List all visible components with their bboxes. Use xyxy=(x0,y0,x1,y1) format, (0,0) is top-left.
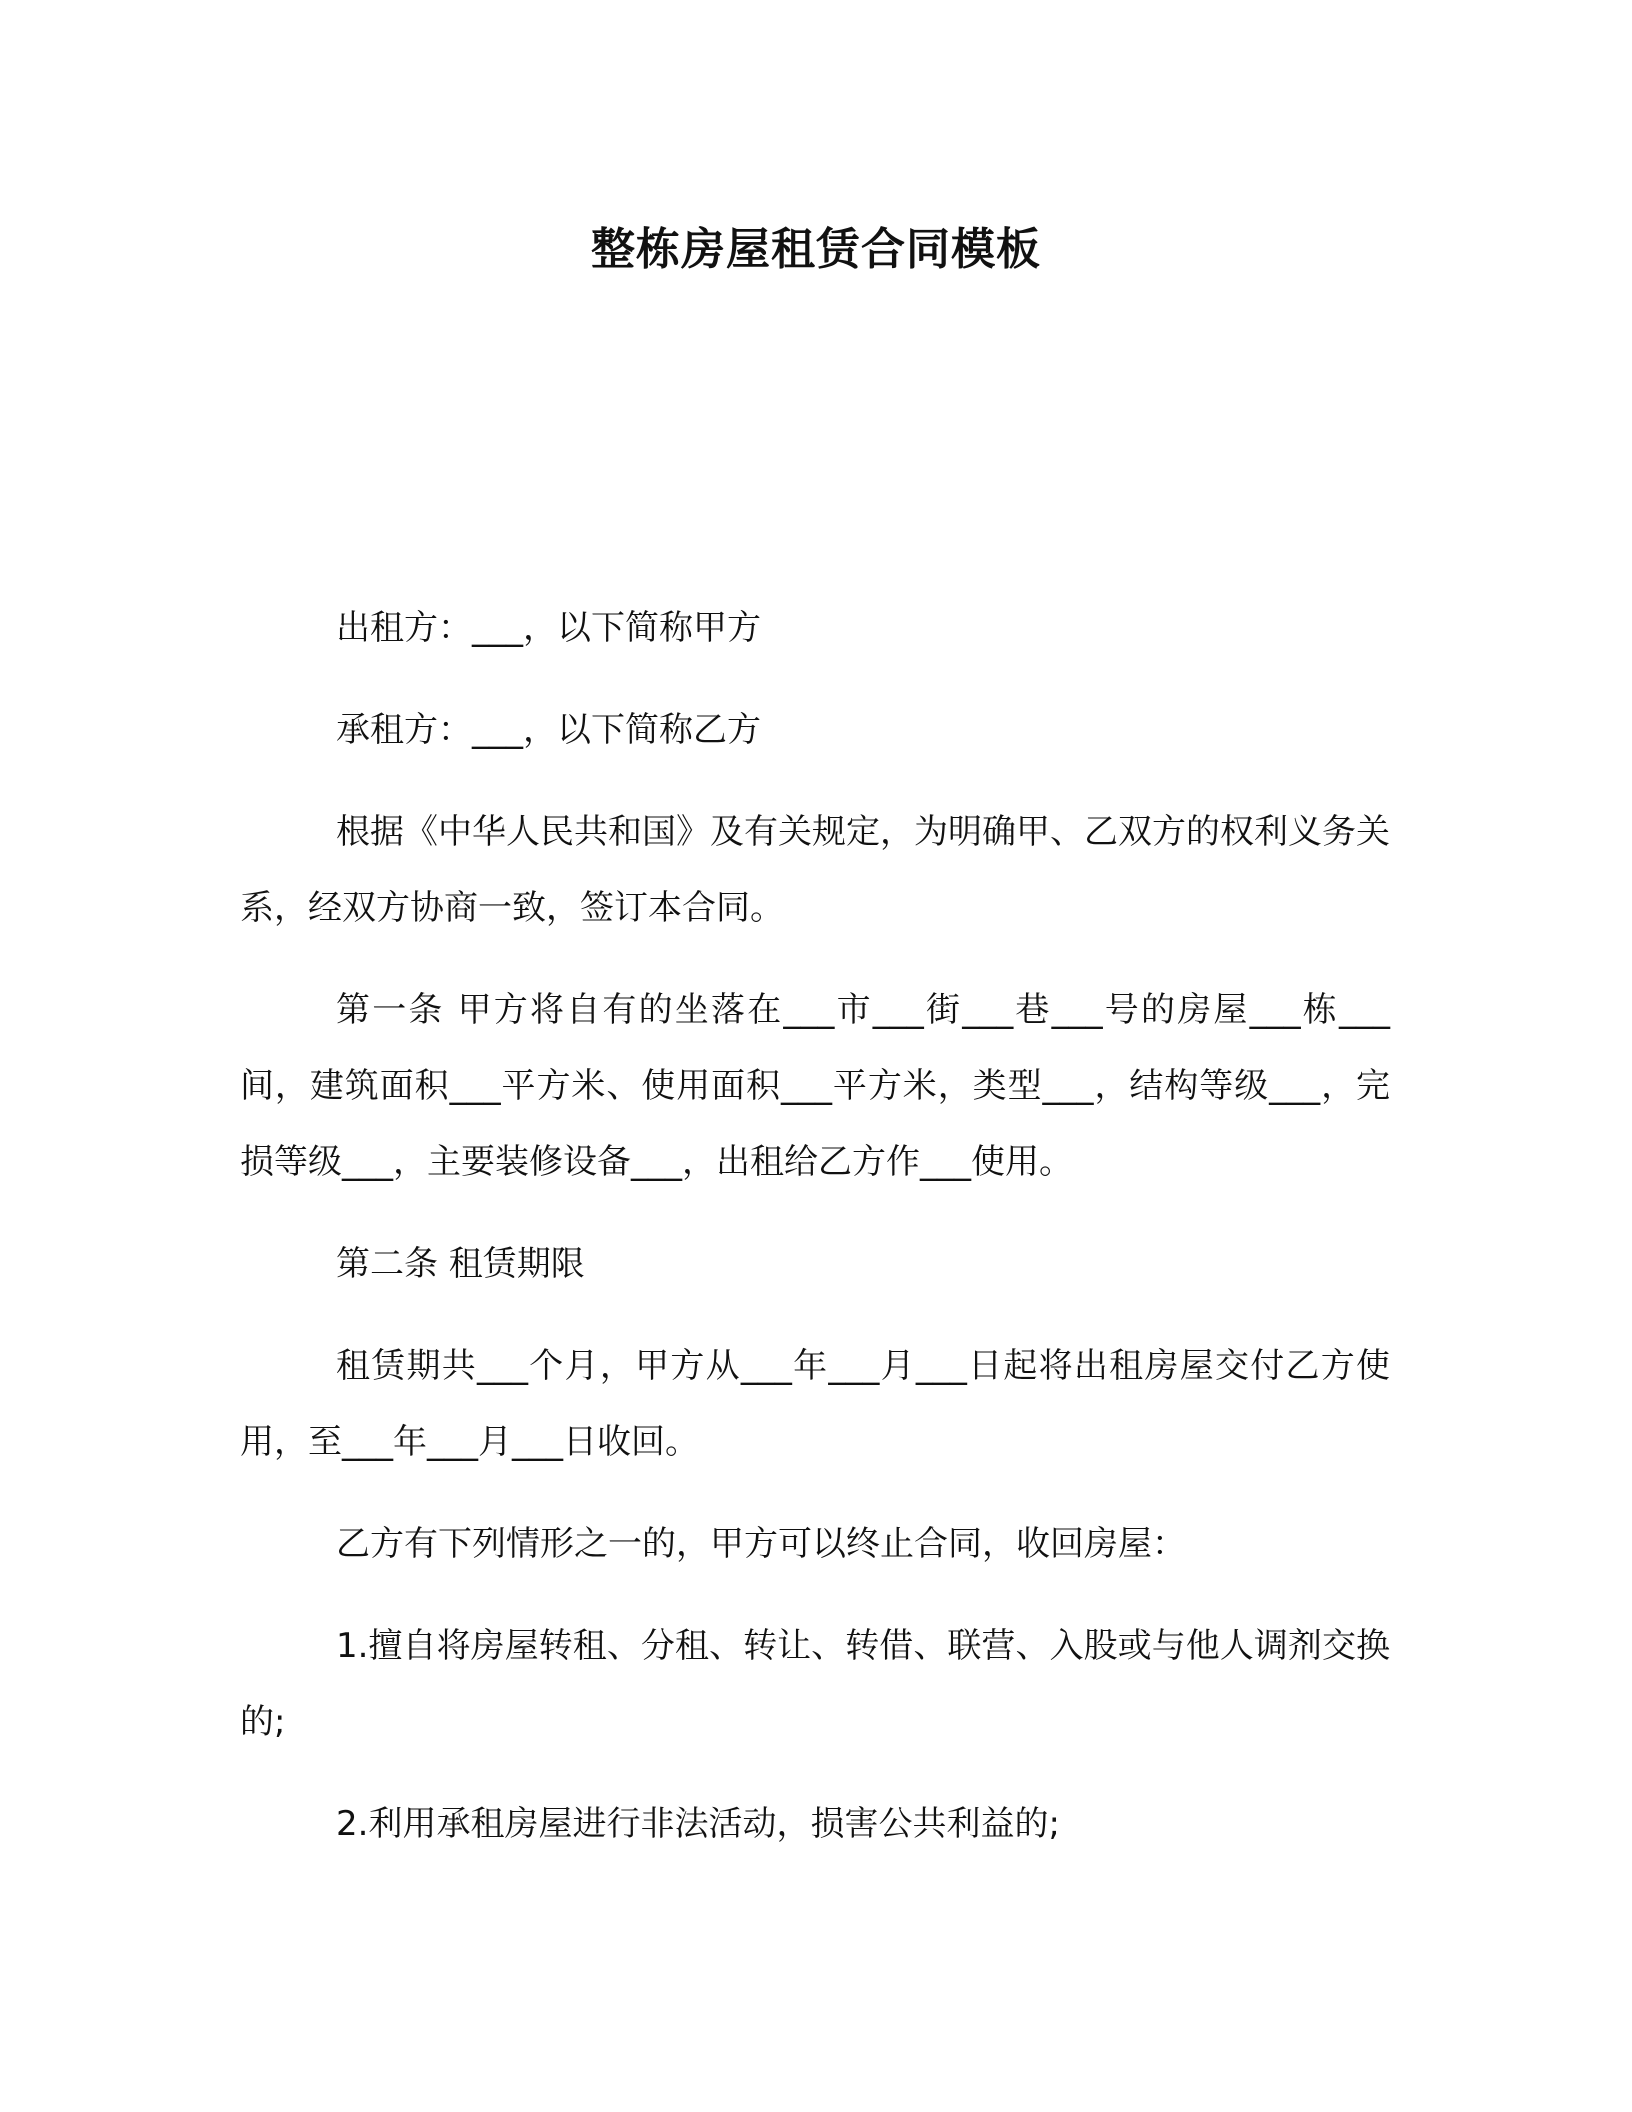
article-two-heading: 第二条 租赁期限 xyxy=(336,1244,585,1284)
document-title: 整栋房屋租赁合同模板 xyxy=(591,224,1041,275)
article-one-paragraph: 第一条 甲方将自有的坐落在___市___街___巷___号的房屋___栋___间，建筑面积___平方米、使用面积___平方米，类型___，结构等级___，完损等级___，主要装修设备___，出租给乙方作___使用。 xyxy=(240,990,1390,1182)
lessee-line: 承租方：___，以下简称乙方 xyxy=(336,710,761,750)
termination-item-1: 1.擅自将房屋转租、分租、转让、转借、联营、入股或与他人调剂交换的; xyxy=(240,1626,1390,1742)
preamble-paragraph: 根据《中华人民共和国》及有关规定，为明确甲、乙双方的权利义务关系，经双方协商一致，签订本合同。 xyxy=(240,812,1390,928)
lease-term-paragraph: 租赁期共___个月，甲方从___年___月___日起将出租房屋交付乙方使用，至___年___月___日收回。 xyxy=(240,1346,1390,1462)
lessor-line: 出租方：___，以下简称甲方 xyxy=(336,608,761,648)
termination-item-2: 2.利用承租房屋进行非法活动，损害公共利益的; xyxy=(336,1804,1060,1844)
document-body xyxy=(240,590,1390,1888)
termination-intro: 乙方有下列情形之一的，甲方可以终止合同，收回房屋： xyxy=(336,1524,1186,1564)
